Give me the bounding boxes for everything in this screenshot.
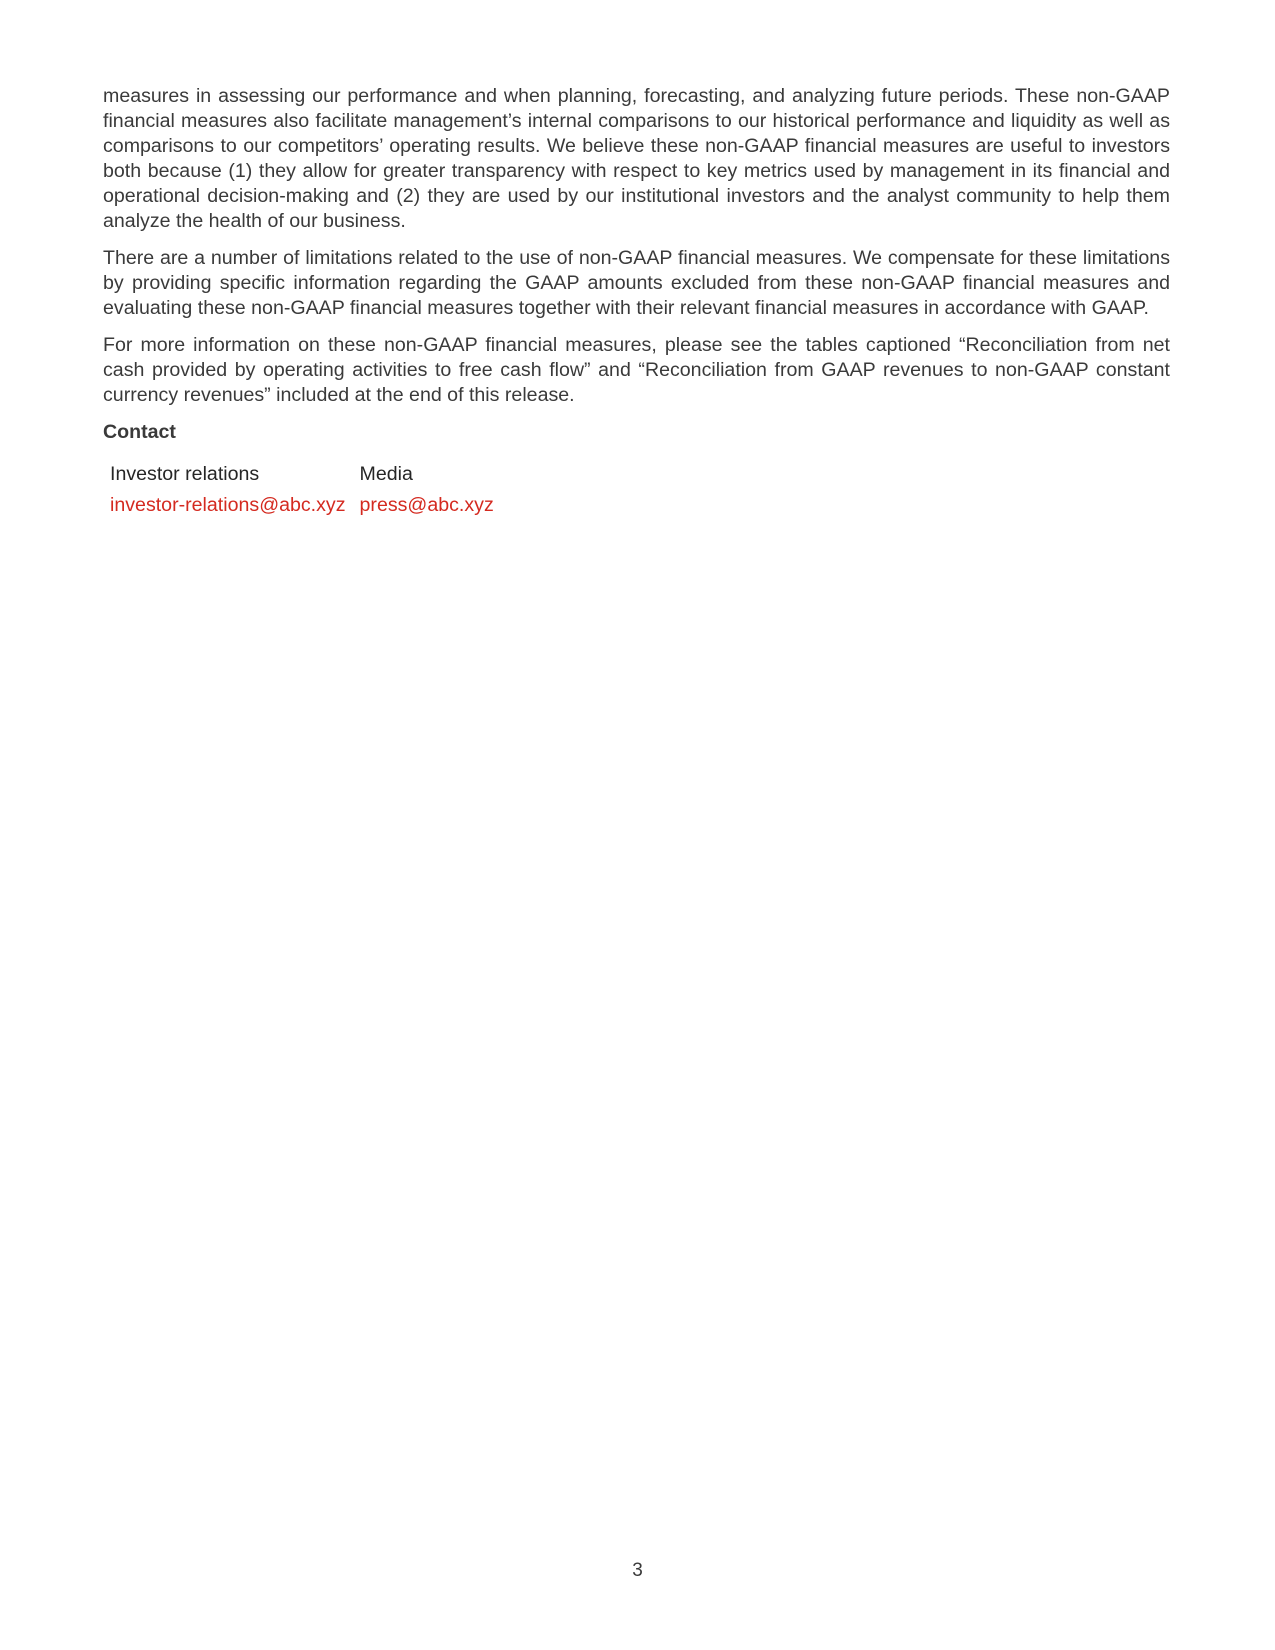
paragraph-non-gaap-usefulness: measures in assessing our performance and when planning, forecasting, and analyzing future periods. These non-GAAP financial measures also facilitate management’s internal comparisons to our historical performance and liquidity as well as comparisons to our competitors’ operating results. We believe these non-GAAP financial measures are useful to investors both because (1) they allow for greater transparency with respect to key metrics used by management in its financial and operational decision-making and (2) they are used by our institutional investors and the analyst community to help them analyze the health of our business. xyxy=(103,85,1170,232)
investor-relations-email-link[interactable]: investor-relations@abc.xyz xyxy=(110,494,346,516)
contact-emails-row xyxy=(103,490,501,521)
contact-heading: Contact xyxy=(103,421,176,443)
contact-labels-row xyxy=(103,459,501,490)
investor-email-cell xyxy=(103,490,353,521)
page-number: 3 xyxy=(632,1560,643,1581)
contact-table xyxy=(103,459,501,521)
media-email-cell xyxy=(353,490,501,521)
press-email-link[interactable]: press@abc.xyz xyxy=(359,494,494,516)
paragraph-more-information: For more information on these non-GAAP financial measures, please see the tables captioned “Reconciliation from net cash provided by operating activities to free cash flow” and “Reconciliation from GAAP revenues to non-GAAP constant currency revenues” included at the end of this release. xyxy=(103,334,1170,406)
document-page xyxy=(103,84,1170,521)
investor-relations-label: Investor relations xyxy=(110,463,260,485)
media-label: Media xyxy=(359,463,413,485)
paragraph-non-gaap-limitations: There are a number of limitations related to the use of non-GAAP financial measures. We compensate for these limitations by providing specific information regarding the GAAP amounts excluded from these non-GAAP financial measures and evaluating these non-GAAP financial measures together with their relevant financial measures in accordance with GAAP. xyxy=(103,247,1170,319)
